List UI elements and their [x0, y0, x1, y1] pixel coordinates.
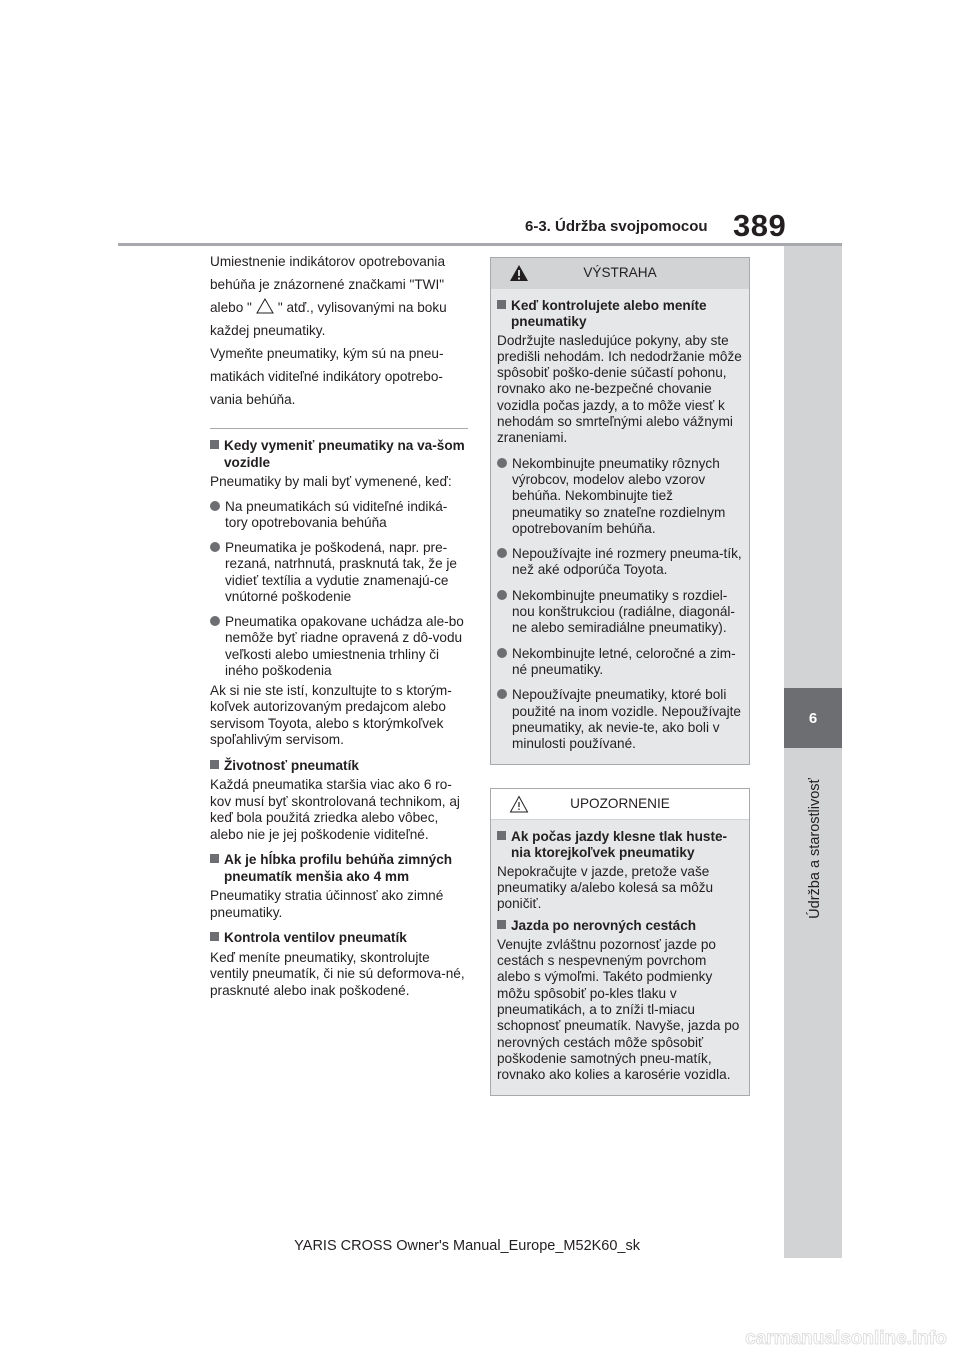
- intro-line: behúňa je znázornené značkami "TWI": [210, 277, 445, 292]
- section-heading: [497, 829, 743, 862]
- paragraph: Pneumatiky by mali byť vymenené, keď:: [210, 474, 452, 489]
- paragraph: Keď meníte pneumatiky, skontrolujte ventily pneumatík, či nie sú deformova-né, prasknuté alebo inak poškodené.: [210, 949, 465, 998]
- list-item: [497, 687, 743, 752]
- heading-text: Ak je hĺbka profilu behúňa zimných pneumatík menšia ako 4 mm: [224, 852, 453, 884]
- list-item-text: Pneumatika je poškodená, napr. pre-rezaná, natrhnutá, prasknutá tak, že je vidieť textília a vydutie znamenajú-ce vnútorné poškodenie: [225, 539, 457, 604]
- list-item-text: Nekombinujte letné, celoročné a zim-né pneumatiky.: [512, 645, 736, 677]
- heading-text: Ak počas jazdy klesne tlak huste-nia ktorejkoľvek pneumatiky: [511, 829, 728, 861]
- warning-header: [491, 258, 749, 289]
- heading-text: Životnosť pneumatík: [224, 757, 359, 773]
- list-item: [210, 540, 468, 606]
- section-heading: [210, 438, 468, 471]
- intro-text: alebo ": [210, 300, 252, 315]
- square-bullet-icon: [497, 918, 511, 934]
- caution-heading: UPOZORNENIE: [570, 795, 670, 811]
- chapter-side-bar: [784, 246, 842, 1258]
- paragraph: Dodržujte nasledujúce pokyny, aby ste predišli nehodám. Ich nedodržanie môže spôsobiť poško-denie súčastí pohonu, rovnako ako ne-bezpečné chovanie vozidla počas jazdy, a to môže viesť k nehodám so smrteľnými alebo vážnymi zraneniami.: [497, 332, 742, 446]
- list-item: [210, 499, 468, 532]
- heading-text: Kontrola ventilov pneumatík: [224, 930, 407, 945]
- intro-text: " atď., vylisovanými na boku: [277, 300, 447, 315]
- triangle-outline-icon: [256, 298, 274, 314]
- square-bullet-icon: [497, 298, 511, 331]
- chapter-number-tab: 6: [784, 688, 842, 748]
- list-item-text: Nekombinujte pneumatiky s rozdiel-nou konštrukciou (radiálne, diagonál-ne alebo semiradiálne pneumatiky).: [512, 587, 735, 636]
- heading-text: Kedy vymeniť pneumatiky na va-šom vozidle: [224, 438, 465, 470]
- paragraph: Ak si nie ste istí, konzultujte to s ktorým-koľvek autorizovaným predajcom alebo servisom Toyota, alebo s ktorýmkoľvek spoľahlivým servisom.: [210, 682, 452, 747]
- paragraph: Nepokračujte v jazde, pretože vaše pneumatiky a/alebo kolesá sa môžu poničiť.: [497, 863, 714, 912]
- chapter-label: [805, 758, 825, 938]
- round-bullet-icon: [210, 614, 225, 680]
- square-bullet-icon: [210, 758, 224, 775]
- round-bullet-icon: [210, 540, 225, 606]
- square-bullet-icon: [210, 438, 224, 471]
- warning-triangle-icon: [509, 264, 529, 282]
- square-bullet-icon: [210, 852, 224, 885]
- header-divider: [118, 243, 842, 246]
- heading-text: Jazda po nerovných cestách: [511, 918, 697, 934]
- intro-line: Vymeňte pneumatiky, kým sú na pneu-: [210, 346, 444, 361]
- square-bullet-icon: [210, 930, 224, 947]
- page-number: 389: [733, 208, 787, 243]
- square-bullet-icon: [497, 829, 511, 862]
- warning-box: [490, 257, 750, 765]
- intro-line: matikách viditeľné indikátory opotrebo-: [210, 369, 443, 384]
- list-item-text: Nepoužívajte iné rozmery pneuma-tík, než aké odporúča Toyota.: [512, 546, 742, 578]
- warning-body: [491, 289, 749, 764]
- intro-line: každej pneumatiky.: [210, 323, 326, 338]
- manual-footer: YARIS CROSS Owner's Manual_Europe_M52K60_sk: [294, 1238, 640, 1254]
- round-bullet-icon: [497, 456, 512, 537]
- paragraph: Každá pneumatika staršia viac ako 6 ro-kov musí byť skontrolovaná technikom, aj keď bola použitá zriedka alebo vôbec, alebo nie je jej poškodenie viditeľné.: [210, 777, 460, 842]
- section-heading: [497, 298, 743, 331]
- list-item-text: Nekombinujte pneumatiky rôznych výrobcov, modelov alebo vzorov behúňa. Nekombinujte tiež pneumatiky so znateľne rozdielnym opotrebovaním behúňa.: [512, 455, 726, 536]
- list-item: [497, 456, 743, 537]
- list-item: [497, 588, 743, 637]
- caution-body: [491, 820, 749, 1095]
- paragraph: Pneumatiky stratia účinnosť ako zimné pneumatiky.: [210, 888, 444, 920]
- section-heading: [497, 918, 743, 934]
- svg-text:carmanualsonline.info: carmanualsonline.info: [745, 1328, 947, 1349]
- list-item: [497, 646, 743, 679]
- watermark-logo: [739, 1322, 953, 1352]
- section-divider: [210, 428, 468, 429]
- intro-line: vania behúňa.: [210, 392, 296, 407]
- caution-box: [490, 788, 750, 1096]
- round-bullet-icon: [497, 687, 512, 752]
- heading-text: Keď kontrolujete alebo meníte pneumatiky: [511, 298, 707, 330]
- twi-intro: [210, 251, 468, 410]
- round-bullet-icon: [497, 646, 512, 679]
- list-item-text: Nepoužívajte pneumatiky, ktoré boli použité na inom vozidle. Nepoužívajte pneumatiky, ak nevie-te, ako boli v minulosti používané.: [512, 687, 741, 752]
- paragraph: Venujte zvláštnu pozornosť jazde po cestách s nespevneným povrchom alebo s výmoľmi. Takéto podmienky môžu spôsobiť po-kles tlaku v pneumatikách, a to zníži tl-miacu schopnosť pneumatík. Navyše, jazda po nerovných cestách môže spôsobiť poškodenie samotných pneu-matík, rovnako ako kolies a karosérie vozidla.: [497, 936, 740, 1083]
- section-heading: [210, 852, 468, 885]
- chapter-label-text: Údržba a starostlivosť: [807, 777, 823, 919]
- left-column: [210, 251, 468, 999]
- intro-line-with-icon: [210, 297, 468, 318]
- round-bullet-icon: [497, 588, 512, 637]
- round-bullet-icon: [210, 499, 225, 532]
- list-item-text: Pneumatika opakovane uchádza ale-bo nemôže byť riadne opravená z dô-vodu veľkosti alebo umiestnenia trhliny či iného poškodenia: [225, 613, 464, 678]
- round-bullet-icon: [497, 546, 512, 579]
- list-item-text: Na pneumatikách sú viditeľné indiká-tory opotrebovania behúňa: [225, 498, 448, 530]
- caution-triangle-icon: [509, 795, 529, 813]
- warning-heading: VÝSTRAHA: [583, 265, 657, 281]
- section-heading: [210, 930, 468, 947]
- section-heading: [210, 758, 468, 775]
- intro-line: Umiestnenie indikátorov opotrebovania: [210, 254, 446, 269]
- section-title: 6-3. Údržba svojpomocou: [525, 218, 708, 235]
- list-item: [497, 546, 743, 579]
- caution-header: [491, 789, 749, 820]
- list-item: [210, 614, 468, 680]
